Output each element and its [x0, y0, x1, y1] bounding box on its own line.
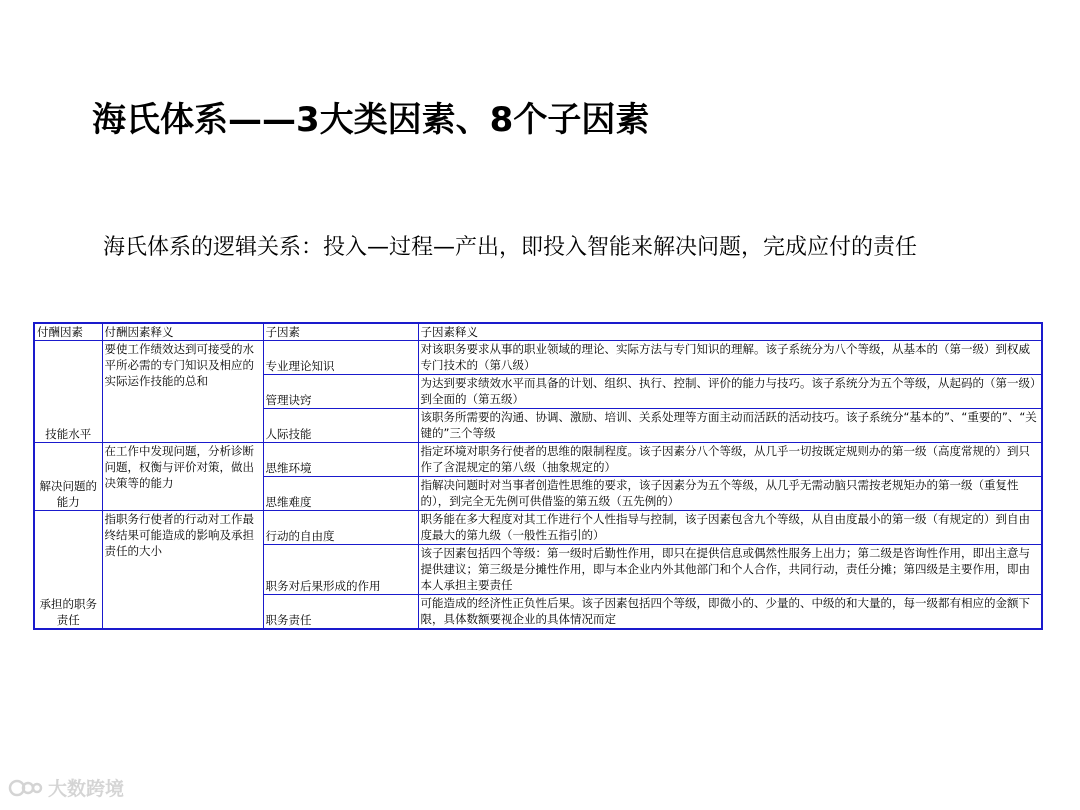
factor-desc-cell: 指职务行使者的行动对工作最终结果可能造成的影响及承担责任的大小: [102, 511, 263, 629]
subfactor-desc-cell: 指解决问题时对当事者创造性思维的要求，该子因素分为五个等级，从几乎无需动脑只需按老规矩办的第一级（重复性的），到完全无先例可供借鉴的第五级（五先例的）: [418, 477, 1042, 511]
header-subfactor: 子因素: [263, 323, 418, 341]
page-title: 海氏体系——3大类因素、8个子因素: [92, 100, 650, 140]
subfactor-cell: 行动的自由度: [263, 511, 418, 545]
watermark-logo-icon: [8, 777, 44, 799]
subfactor-desc-cell: 职务能在多大程度对其工作进行个人性指导与控制，该子因素包含九个等级，从自由度最小的第一级（有规定的）到自由度最大的第九级（一般性五指引的）: [418, 511, 1042, 545]
subfactor-cell: 思维难度: [263, 477, 418, 511]
table-row: [34, 443, 1042, 477]
subfactor-cell: 专业理论知识: [263, 341, 418, 375]
subfactor-cell: 职务责任: [263, 595, 418, 629]
header-factor-desc: 付酬因素释义: [102, 323, 263, 341]
watermark-text: 大数跨境: [48, 778, 125, 800]
subfactor-desc-cell: 为达到要求绩效水平而具备的计划、组织、执行、控制、评价的能力与技巧。该子系统分为五个等级，从起码的（第一级）到全面的（第五级）: [418, 375, 1042, 409]
header-subfactor-desc: 子因素释义: [418, 323, 1042, 341]
table-header-row: [34, 323, 1042, 341]
header-factor: 付酬因素: [34, 323, 102, 341]
subfactor-cell: 管理诀窍: [263, 375, 418, 409]
subfactor-cell: 人际技能: [263, 409, 418, 443]
table-row: [34, 341, 1042, 375]
subfactor-desc-cell: 该子因素包括四个等级：第一级时后勤性作用，即只在提供信息或偶然性服务上出力；第二级是咨询性作用，即出主意与提供建议；第三级是分摊性作用，即与本企业内外其他部门和个人合作，共同行动，责任分摊；第四级是主要作用，即由本人承担主要责任: [418, 545, 1042, 595]
factor-cell: 解决问题的能力: [34, 443, 102, 511]
subfactor-desc-cell: 可能造成的经济性正负性后果。该子因素包括四个等级，即微小的、少量的、中级的和大量的，每一级都有相应的金额下限，具体数额要视企业的具体情况而定: [418, 595, 1042, 629]
subfactor-desc-cell: 该职务所需要的沟通、协调、激励、培训、关系处理等方面主动而活跃的活动技巧。该子系统分“基本的”、“重要的”、“关键的”三个等级: [418, 409, 1042, 443]
subfactor-cell: 思维环境: [263, 443, 418, 477]
factors-table: [33, 322, 1043, 630]
factor-desc-cell: 要使工作绩效达到可接受的水平所必需的专门知识及相应的实际运作技能的总和: [102, 341, 263, 443]
subfactor-desc-cell: 指定环境对职务行使者的思维的限制程度。该子因素分八个等级，从几乎一切按既定规则办的第一级（高度常规的）到只作了含混规定的第八级（抽象规定的）: [418, 443, 1042, 477]
watermark: [8, 774, 124, 801]
factor-cell: 技能水平: [34, 341, 102, 443]
page-subtitle: 海氏体系的逻辑关系：投入—过程—产出，即投入智能来解决问题，完成应付的责任: [103, 235, 918, 260]
table-row: [34, 511, 1042, 545]
subfactor-cell: 职务对后果形成的作用: [263, 545, 418, 595]
factor-desc-cell: 在工作中发现问题，分析诊断问题，权衡与评价对策，做出决策等的能力: [102, 443, 263, 511]
factor-cell: 承担的职务责任: [34, 511, 102, 629]
subfactor-desc-cell: 对该职务要求从事的职业领域的理论、实际方法与专门知识的理解。该子系统分为八个等级，从基本的（第一级）到权威专门技术的（第八级）: [418, 341, 1042, 375]
